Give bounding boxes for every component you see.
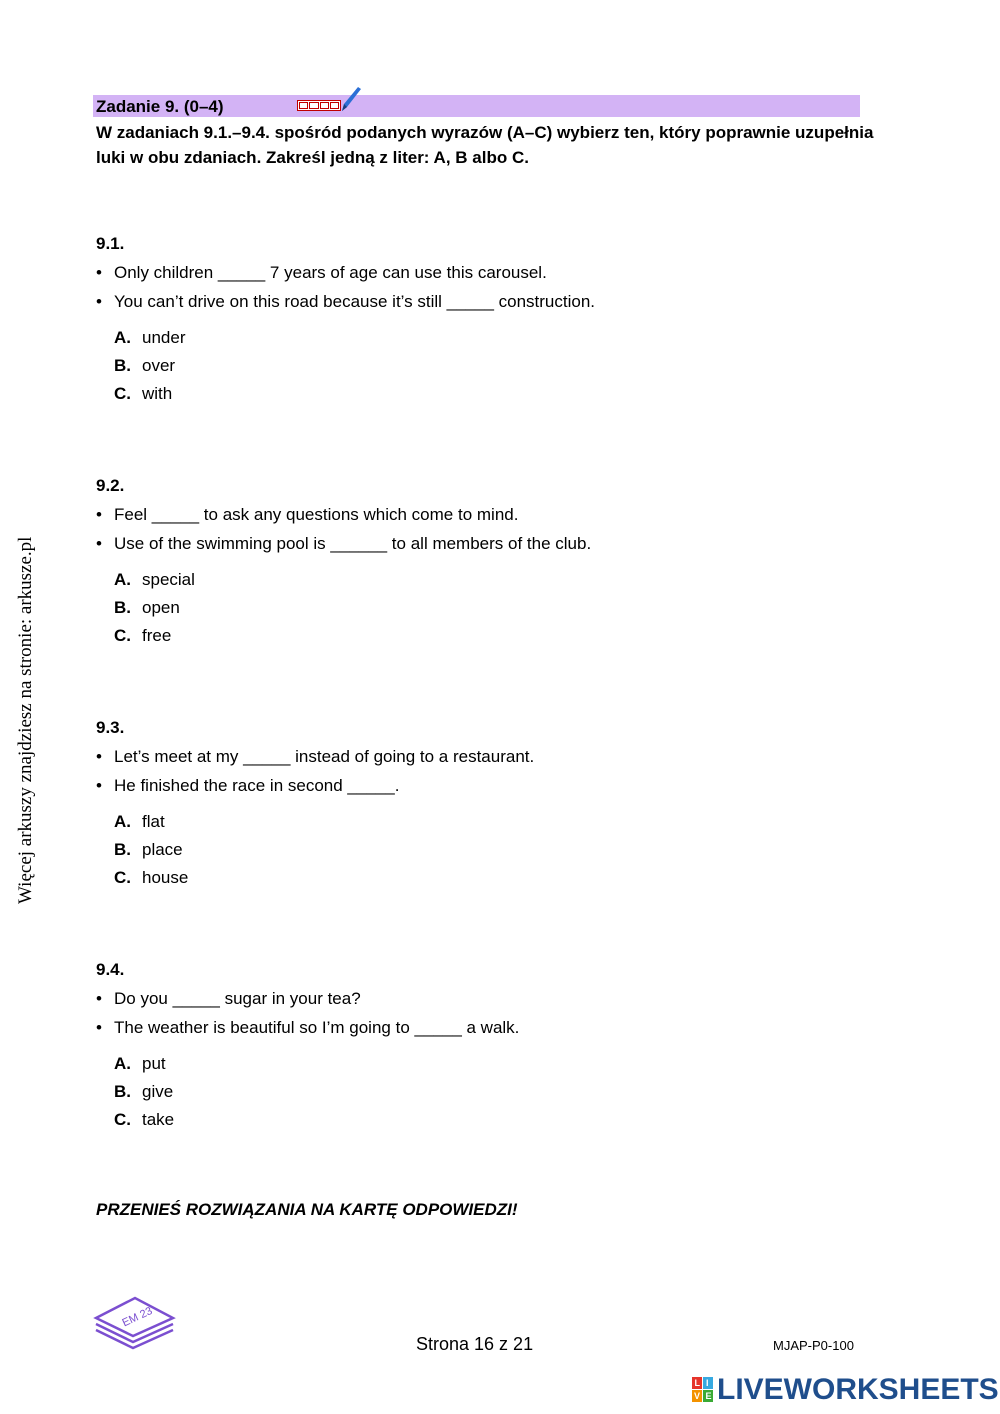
- question-9-3: [96, 713, 896, 892]
- score-box: [299, 102, 308, 109]
- score-box: [309, 102, 318, 109]
- em-logo-icon: [93, 1292, 177, 1352]
- task-instruction: W zadaniach 9.1.–9.4. spośród podanych wyrazów (A–C) wybierz ten, który poprawnie uzupełnia luki w obu zdaniach. Zakreśl jedną z liter: A, B albo C.: [96, 123, 874, 167]
- side-note-arkusze: Więcej arkuszy znajdziesz na stronie: arkusze.pl: [15, 536, 36, 904]
- svg-text:I: I: [706, 1378, 709, 1388]
- em-logo-text: EM 23: [120, 1305, 155, 1330]
- question-number: 9.1.: [96, 234, 125, 253]
- liveworksheets-logo[interactable]: [692, 1373, 999, 1407]
- option-a[interactable]: A. flat: [114, 812, 165, 831]
- option-c[interactable]: C. with: [114, 384, 173, 403]
- sentence: • Use of the swimming pool is ______ to all members of the club.: [96, 529, 896, 558]
- options-list: [114, 1050, 896, 1134]
- sentence: • Do you _____ sugar in your tea?: [96, 984, 896, 1013]
- option-c[interactable]: C. free: [114, 626, 172, 645]
- page-number: Strona 16 z 21: [416, 1334, 534, 1354]
- score-boxes: [297, 100, 341, 111]
- exam-code: MJAP-P0-100: [773, 1338, 854, 1353]
- options-list: [114, 324, 896, 408]
- question-number: 9.4.: [96, 960, 125, 979]
- pen-icon: [340, 85, 362, 113]
- question-9-1: [96, 229, 896, 408]
- sentence: • The weather is beautiful so I’m going to _____ a walk.: [96, 1013, 896, 1042]
- option-a[interactable]: A. special: [114, 570, 195, 589]
- brand-name: LIVEWORKSHEETS: [717, 1373, 999, 1406]
- option-a[interactable]: A. put: [114, 1054, 166, 1073]
- sentence: • He finished the race in second _____.: [96, 771, 896, 800]
- task-title: Zadanie 9. (0–4): [96, 97, 224, 116]
- sentence: • Let’s meet at my _____ instead of going to a restaurant.: [96, 742, 896, 771]
- sentence: • You can’t drive on this road because it’s still _____ construction.: [96, 287, 896, 316]
- score-box: [330, 102, 339, 109]
- svg-text:V: V: [694, 1391, 701, 1401]
- live-badge-icon: [692, 1377, 714, 1403]
- svg-text:E: E: [705, 1391, 712, 1401]
- transfer-note: PRZENIEŚ ROZWIĄZANIA NA KARTĘ ODPOWIEDZI!: [96, 1200, 518, 1219]
- option-b[interactable]: B. open: [114, 598, 180, 617]
- option-c[interactable]: C. house: [114, 868, 189, 887]
- option-a[interactable]: A. under: [114, 328, 186, 347]
- options-list: [114, 566, 896, 650]
- option-b[interactable]: B. give: [114, 1082, 174, 1101]
- svg-text:L: L: [694, 1378, 700, 1388]
- question-9-4: [96, 955, 896, 1134]
- question-number: 9.3.: [96, 718, 125, 737]
- sentence: • Feel _____ to ask any questions which come to mind.: [96, 500, 896, 529]
- question-number: 9.2.: [96, 476, 125, 495]
- question-9-2: [96, 471, 896, 650]
- option-b[interactable]: B. place: [114, 840, 183, 859]
- option-c[interactable]: C. take: [114, 1110, 175, 1129]
- score-box: [320, 102, 329, 109]
- options-list: [114, 808, 896, 892]
- sentence: • Only children _____ 7 years of age can use this carousel.: [96, 258, 896, 287]
- option-b[interactable]: B. over: [114, 356, 176, 375]
